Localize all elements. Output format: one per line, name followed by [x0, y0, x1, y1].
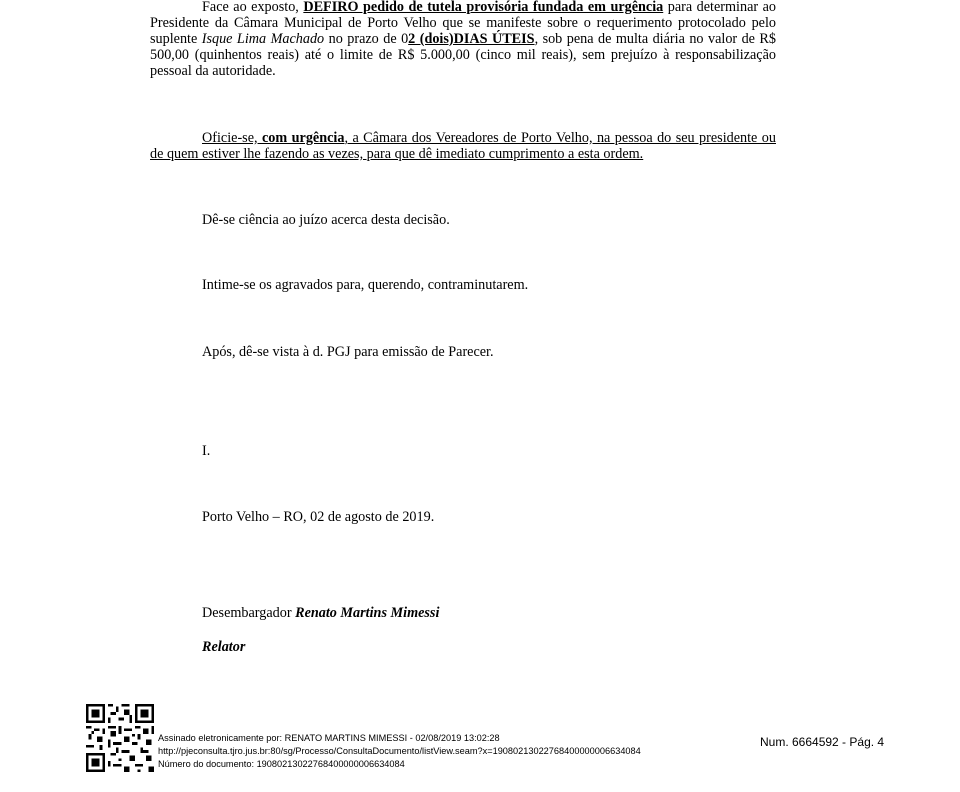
- deferral-paragraph: [150, 0, 776, 79]
- signature-line: [202, 605, 439, 621]
- apos-line: Após, dê-se vista à d. PGJ para emissão de Parecer.: [202, 344, 494, 360]
- deferral-text-3: para determinar ao Presidente da Câmara Municipal de Porto Velho que se manifeste sobre o requerimento protocolado pelo suplente: [150, 0, 776, 47]
- qr-code-icon: [86, 704, 154, 772]
- intime-line: Intime-se os agravados para, querendo, contraminutarem.: [202, 277, 529, 293]
- footer-document-number: Número do documento: 19080213022768400000006634084: [158, 759, 405, 769]
- signature-role: Relator: [202, 639, 246, 655]
- oficie-text-1: Oficie-se,: [202, 130, 262, 146]
- oficie-text-2: com urgência: [261, 130, 345, 146]
- deferral-text-4: Isque Lima Machado: [201, 31, 325, 47]
- page-number: Num. 6664592 - Pág. 4: [760, 735, 885, 749]
- deferral-text-1: Face ao exposto,: [202, 0, 304, 15]
- deferral-text-2: DEFIRO pedido de tutela provisória fundada em urgência: [303, 0, 664, 15]
- deferral-text-7: , sob pena de multa diária no valor de R$ 500,00 (quinhentos reais) até o limite de R$ 5.000,00 (cinco mil reais), sem prejuízo à responsabilização pessoal da autoridade.: [150, 31, 776, 79]
- oficie-text-3: , a Câmara dos Vereadores de Porto Velho, na pessoa do seu presidente ou de quem estiver lhe fazendo as vezes, para que dê imediato cumprimento a esta ordem.: [150, 130, 776, 162]
- signature-title: Desembargador: [202, 605, 296, 621]
- signature-name: Renato Martins Mimessi: [295, 605, 440, 621]
- deferral-text-6: 2 (dois)DIAS ÚTEIS: [408, 31, 535, 47]
- place-date-line: Porto Velho – RO, 02 de agosto de 2019.: [202, 509, 435, 525]
- footer-url[interactable]: http://pjeconsulta.tjro.jus.br:80/sg/Processo/ConsultaDocumento/listView.seam?x=19080213022768400000006634084: [158, 746, 641, 756]
- footer-signed-by: Assinado eletronicamente por: RENATO MARTINS MIMESSI - 02/08/2019 13:02:28: [158, 733, 500, 743]
- oficie-paragraph: [150, 130, 776, 162]
- ciencia-line: Dê-se ciência ao juízo acerca desta decisão.: [202, 212, 450, 228]
- i-line: I.: [202, 443, 211, 459]
- deferral-text-5: no prazo de 0: [324, 31, 409, 47]
